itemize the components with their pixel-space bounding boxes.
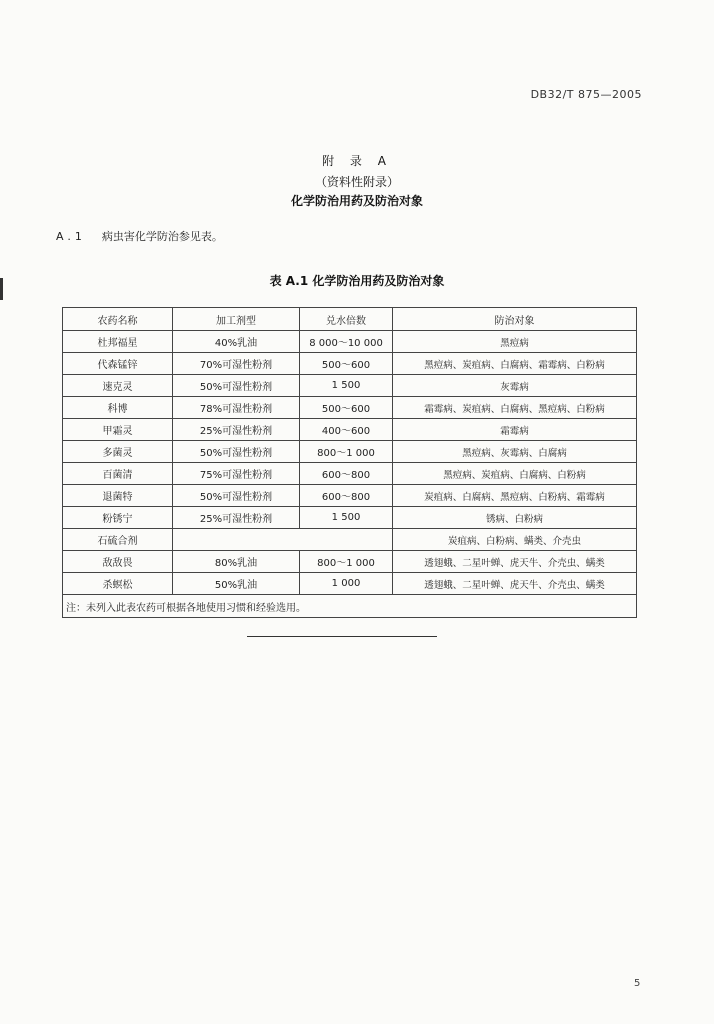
cell-target: 黑痘病、炭疽病、白腐病、白粉病	[393, 463, 637, 485]
cell-pesticide: 代森锰锌	[63, 353, 173, 375]
table-caption: 表 A.1 化学防治用药及防治对象	[269, 274, 445, 288]
table-row	[63, 551, 637, 573]
cell-dilution: 800～1 000	[300, 441, 393, 463]
end-rule	[247, 636, 437, 637]
column-header-pesticide: 农药名称	[63, 308, 173, 331]
cell-formulation: 40%乳油	[173, 331, 300, 353]
cell-dilution: 600～800	[300, 485, 393, 507]
cell-target: 灰霉病	[393, 375, 637, 397]
cell-dilution: 800～1 000	[300, 551, 393, 573]
cell-pesticide: 杀螟松	[63, 573, 173, 595]
cell-dilution: 600～800	[300, 463, 393, 485]
cell-pesticide: 粉锈宁	[63, 507, 173, 529]
column-header-formulation: 加工剂型	[173, 308, 300, 331]
clause-text: 病虫害化学防治参见表。	[101, 230, 223, 243]
pesticide-table	[62, 307, 637, 618]
cell-target: 透翅蛾、二星叶蝉、虎天牛、介壳虫、螨类	[393, 573, 637, 595]
table-row	[63, 419, 637, 441]
appendix-type: （资料性附录）	[314, 175, 399, 189]
cell-pesticide: 甲霜灵	[63, 419, 173, 441]
table-row	[63, 353, 637, 375]
clause-number: A.1	[56, 230, 86, 243]
cell-formulation: 75%可湿性粉剂	[173, 463, 300, 485]
cell-formulation: 80%乳油	[173, 551, 300, 573]
cell-target: 炭疽病、白腐病、黑痘病、白粉病、霜霉病	[393, 485, 637, 507]
cell-formulation: 50%可湿性粉剂	[173, 485, 300, 507]
table-row	[63, 397, 637, 419]
table-row	[63, 485, 637, 507]
cell-formulation: 50%可湿性粉剂	[173, 441, 300, 463]
cell-pesticide: 敌敌畏	[63, 551, 173, 573]
cell-formulation: 25%可湿性粉剂	[173, 507, 300, 529]
table-header-row	[63, 308, 637, 331]
standard-number: DB32/T 875—2005	[530, 88, 642, 101]
table-row	[63, 529, 637, 551]
cell-pesticide: 速克灵	[63, 375, 173, 397]
cell-formulation: 50%可湿性粉剂	[173, 375, 300, 397]
table-row	[63, 507, 637, 529]
column-header-target: 防治对象	[393, 308, 637, 331]
cell-dilution: 8 000～10 000	[300, 331, 393, 353]
cell-pesticide: 多菌灵	[63, 441, 173, 463]
cell-pesticide: 百菌清	[63, 463, 173, 485]
cell-pesticide: 杜邦福星	[63, 331, 173, 353]
table-row	[63, 573, 637, 595]
appendix-subject: 化学防治用药及防治对象	[290, 194, 423, 208]
cell-target: 黑痘病、灰霉病、白腐病	[393, 441, 637, 463]
column-header-dilution: 兑水倍数	[300, 308, 393, 331]
cell-formulation: 78%可湿性粉剂	[173, 397, 300, 419]
cell-dilution: 1 000	[300, 573, 393, 595]
cell-formulation: 50%乳油	[173, 573, 300, 595]
appendix-title: 附 录 A	[322, 154, 392, 168]
cell-dilution: 400～600	[300, 419, 393, 441]
cell-target: 透翅蛾、二星叶蝉、虎天牛、介壳虫、螨类	[393, 551, 637, 573]
table-row	[63, 375, 637, 397]
table-row	[63, 441, 637, 463]
cell-pesticide: 退菌特	[63, 485, 173, 507]
table-row	[63, 331, 637, 353]
table-note-row	[63, 595, 637, 618]
cell-target: 霜霉病	[393, 419, 637, 441]
cell-pesticide: 石硫合剂	[63, 529, 173, 551]
cell-dilution: 500～600	[300, 353, 393, 375]
cell-formulation-empty	[173, 529, 393, 551]
cell-formulation: 70%可湿性粉剂	[173, 353, 300, 375]
table-row	[63, 463, 637, 485]
cell-target: 炭疽病、白粉病、螨类、介壳虫	[393, 529, 637, 551]
cell-target: 黑痘病	[393, 331, 637, 353]
cell-formulation: 25%可湿性粉剂	[173, 419, 300, 441]
cell-target: 霜霉病、炭疽病、白腐病、黑痘病、白粉病	[393, 397, 637, 419]
cell-dilution: 1 500	[300, 507, 393, 529]
cell-pesticide: 科博	[63, 397, 173, 419]
clause-a1	[56, 228, 223, 244]
page-number: 5	[634, 978, 641, 989]
cell-dilution: 500～600	[300, 397, 393, 419]
cell-dilution: 1 500	[300, 375, 393, 397]
cell-target: 锈病、白粉病	[393, 507, 637, 529]
cell-target: 黑痘病、炭疽病、白腐病、霜霉病、白粉病	[393, 353, 637, 375]
table-note: 注：未列入此表农药可根据各地使用习惯和经验选用。	[63, 595, 637, 618]
